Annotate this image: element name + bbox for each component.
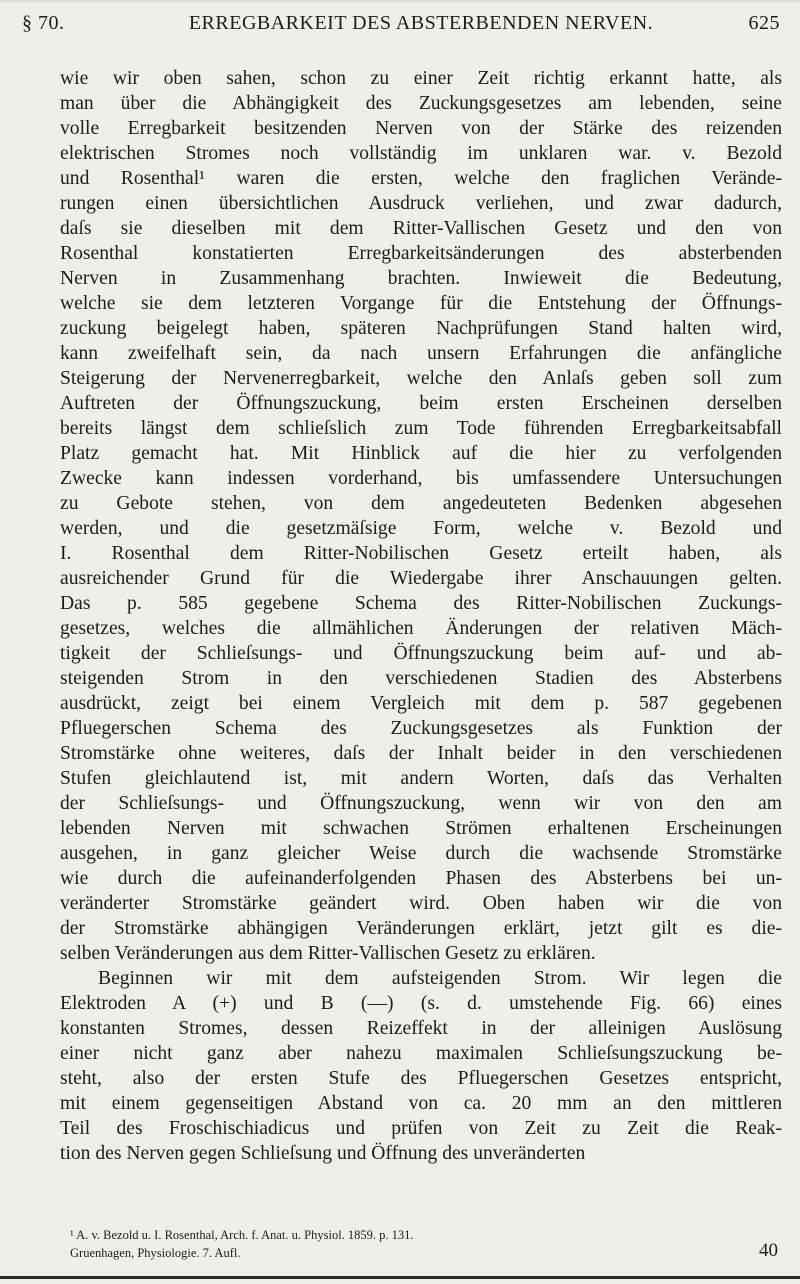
page-number: 625 <box>748 12 780 34</box>
text-line: elektrischen Stromes noch vollständig im unklaren war. v. Bezold <box>60 143 782 164</box>
text-line: welche sie dem letzteren Vorgange für die Entstehung der Öffnungs- <box>60 293 782 314</box>
text-line: Elektroden A (+) und B (—) (s. d. umstehende Fig. 66) eines <box>60 993 782 1014</box>
text-line: ausreichender Grund für die Wiedergabe ihrer Anschauungen gelten. <box>60 568 782 589</box>
text-line: Auftreten der Öffnungszuckung, beim ersten Erscheinen derselben <box>60 393 782 414</box>
page-top-edge <box>0 0 800 4</box>
text-line: wie wir oben sahen, schon zu einer Zeit richtig erkannt hatte, als <box>60 68 782 89</box>
section-number: § 70. <box>22 12 65 34</box>
text-line: Stufen gleichlautend ist, mit andern Worten, daſs das Verhalten <box>60 768 782 789</box>
text-line: steigenden Strom in den verschiedenen Stadien des Absterbens <box>60 668 782 689</box>
text-line: wie durch die aufeinanderfolgenden Phasen des Absterbens bei un- <box>60 868 782 889</box>
text-line: Beginnen wir mit dem aufsteigenden Strom. Wir legen die <box>98 968 782 989</box>
text-line: Das p. 585 gegebene Schema des Ritter-Nobilischen Zuckungs- <box>60 593 782 614</box>
text-line: einer nicht ganz aber nahezu maximalen Schlieſsungszuckung be- <box>60 1043 782 1064</box>
text-line: konstanten Stromes, dessen Reizeffekt in der alleinigen Auslösung <box>60 1018 782 1039</box>
text-line: steht, also der ersten Stufe des Pfluegerschen Gesetzes entspricht, <box>60 1068 782 1089</box>
body-text <box>60 66 782 1166</box>
text-line: der Schlieſsungs- und Öffnungszuckung, wenn wir von den am <box>60 793 782 814</box>
footnote-1: ¹ A. v. Bezold u. I. Rosenthal, Arch. f. Anat. u. Physiol. 1859. p. 131. <box>70 1228 414 1242</box>
signature-mark: 40 <box>759 1240 778 1261</box>
text-line: daſs sie dieselben mit dem Ritter-Vallischen Gesetz und den von <box>60 218 782 239</box>
paragraph-2 <box>60 966 782 1166</box>
text-line: kann zweifelhaft sein, da nach unsern Erfahrungen die anfängliche <box>60 343 782 364</box>
text-line: und Rosenthal¹ waren die ersten, welche den fraglichen Verände- <box>60 168 782 189</box>
text-line: Platz gemacht hat. Mit Hinblick auf die hier zu verfolgenden <box>60 443 782 464</box>
text-line: werden, und die gesetzmäſsige Form, welche v. Bezold und <box>60 518 782 539</box>
text-line: ausgehen, in ganz gleicher Weise durch die wachsende Stromstärke <box>60 843 782 864</box>
text-line: I. Rosenthal dem Ritter-Nobilischen Gesetz erteilt haben, als <box>60 543 782 564</box>
text-line: selben Veränderungen aus dem Ritter-Vallischen Gesetz zu erklären. <box>60 943 596 964</box>
text-line: Stromstärke ohne weiteres, daſs der Inhalt beider in den verschiedenen <box>60 743 782 764</box>
text-line: zuckung beigelegt haben, späteren Nachprüfungen Stand halten wird, <box>60 318 782 339</box>
text-line: rungen einen übersichtlichen Ausdruck verliehen, und zwar dadurch, <box>60 193 782 214</box>
footnotes <box>60 1226 782 1262</box>
text-line: Teil des Froschischiadicus und prüfen von Zeit zu Zeit die Reak- <box>60 1118 782 1139</box>
text-line: man über die Abhängigkeit des Zuckungsgesetzes am lebenden, seine <box>60 93 782 114</box>
text-line: tion des Nerven gegen Schlieſsung und Öffnung des unveränderten <box>60 1143 586 1164</box>
text-line: Zwecke kann indessen vorderhand, bis umfassendere Untersuchungen <box>60 468 782 489</box>
signature-line: Gruenhagen, Physiologie. 7. Aufl. <box>70 1246 241 1260</box>
running-title: ERREGBARKEIT DES ABSTERBENDEN NERVEN. <box>188 12 654 34</box>
text-line: der Stromstärke abhängigen Veränderungen erklärt, jetzt gilt es die- <box>60 918 782 939</box>
text-line: zu Gebote stehen, von dem angedeuteten Bedenken abgesehen <box>60 493 782 514</box>
text-line: Rosenthal konstatierten Erregbarkeitsänderungen des absterbenden <box>60 243 782 264</box>
text-line: bereits längst dem schlieſslich zum Tode führenden Erregbarkeitsabfall <box>60 418 782 439</box>
text-line: veränderter Stromstärke geändert wird. Oben haben wir die von <box>60 893 782 914</box>
bottom-edge-rule <box>0 1276 800 1279</box>
text-line: Nerven in Zusammenhang brachten. Inwieweit die Bedeutung, <box>60 268 782 289</box>
running-header <box>22 12 780 46</box>
text-line: ausdrückt, zeigt bei einem Vergleich mit dem p. 587 gegebenen <box>60 693 782 714</box>
text-line: lebenden Nerven mit schwachen Strömen erhaltenen Erscheinungen <box>60 818 782 839</box>
text-line: volle Erregbarkeit besitzenden Nerven von der Stärke des reizenden <box>60 118 782 139</box>
text-line: Steigerung der Nervenerregbarkeit, welche den Anlaſs geben soll zum <box>60 368 782 389</box>
text-line: tigkeit der Schlieſsungs- und Öffnungszuckung beim auf- und ab- <box>60 643 782 664</box>
paragraph-1 <box>60 66 782 966</box>
text-line: gesetzes, welches die allmählichen Änderungen der relativen Mäch- <box>60 618 782 639</box>
text-line: Pfluegerschen Schema des Zuckungsgesetzes als Funktion der <box>60 718 782 739</box>
text-line: mit einem gegenseitigen Abstand von ca. 20 mm an den mittleren <box>60 1093 782 1114</box>
